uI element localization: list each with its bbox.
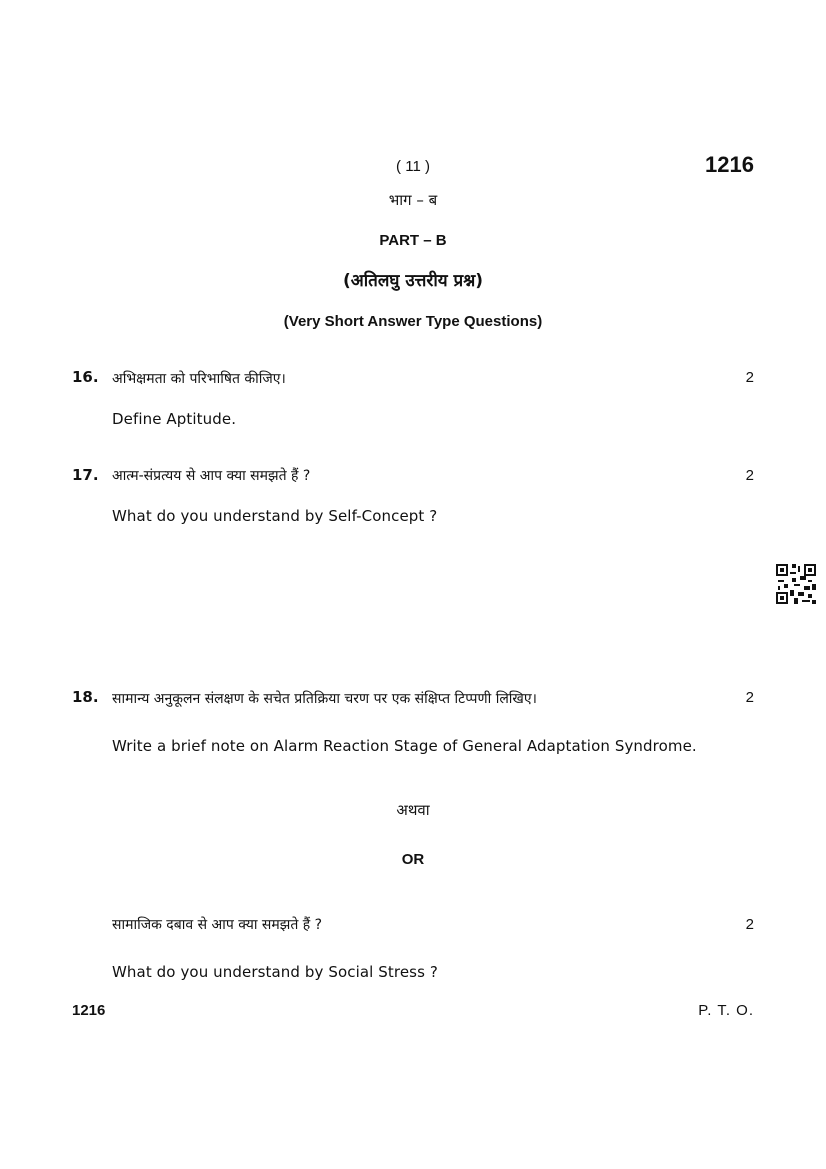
question-number: 16. (72, 368, 99, 386)
or-hindi: अथवा (396, 801, 430, 819)
paper-code-top: 1216 (705, 152, 754, 177)
question-marks: 2 (745, 467, 754, 484)
question-type-english: (Very Short Answer Type Questions) (283, 313, 543, 330)
part-heading-english: PART – B (379, 232, 447, 249)
question-text-hindi: अभिक्षमता को परिभाषित कीजिए। (112, 371, 286, 387)
question-text-english: What do you understand by Self-Concept ? (112, 507, 438, 525)
question-text-english: Write a brief note on Alarm Reaction Stage of General Adaptation Syndrome. (112, 737, 697, 755)
question-marks: 2 (745, 689, 754, 706)
question-number: 18. (72, 688, 99, 706)
question-type-hindi: (अतिलघु उत्तरीय प्रश्न) (342, 271, 483, 291)
qr-code (776, 564, 816, 604)
page-number: ( 11 ) (396, 158, 430, 175)
paper-code-bottom: 1216 (72, 1002, 106, 1019)
question-number: 17. (72, 466, 99, 484)
part-heading-hindi: भाग – ब (388, 191, 438, 209)
or-english: OR (401, 851, 425, 868)
question-text-english: Define Aptitude. (112, 410, 237, 428)
question-text-hindi: सामान्य अनुकूलन संलक्षण के सचेत प्रतिक्रिया चरण पर एक संक्षिप्त टिप्पणी लिखिए। (112, 691, 537, 707)
question-text-english: What do you understand by Social Stress ? (112, 963, 438, 981)
question-text-hindi: सामाजिक दबाव से आप क्या समझते हैं ? (112, 917, 323, 933)
pto-label: P. T. O. (698, 1002, 754, 1019)
question-marks: 2 (745, 369, 754, 386)
question-text-hindi: आत्म-संप्रत्यय से आप क्या समझते हैं ? (112, 468, 311, 484)
question-marks: 2 (745, 916, 754, 933)
